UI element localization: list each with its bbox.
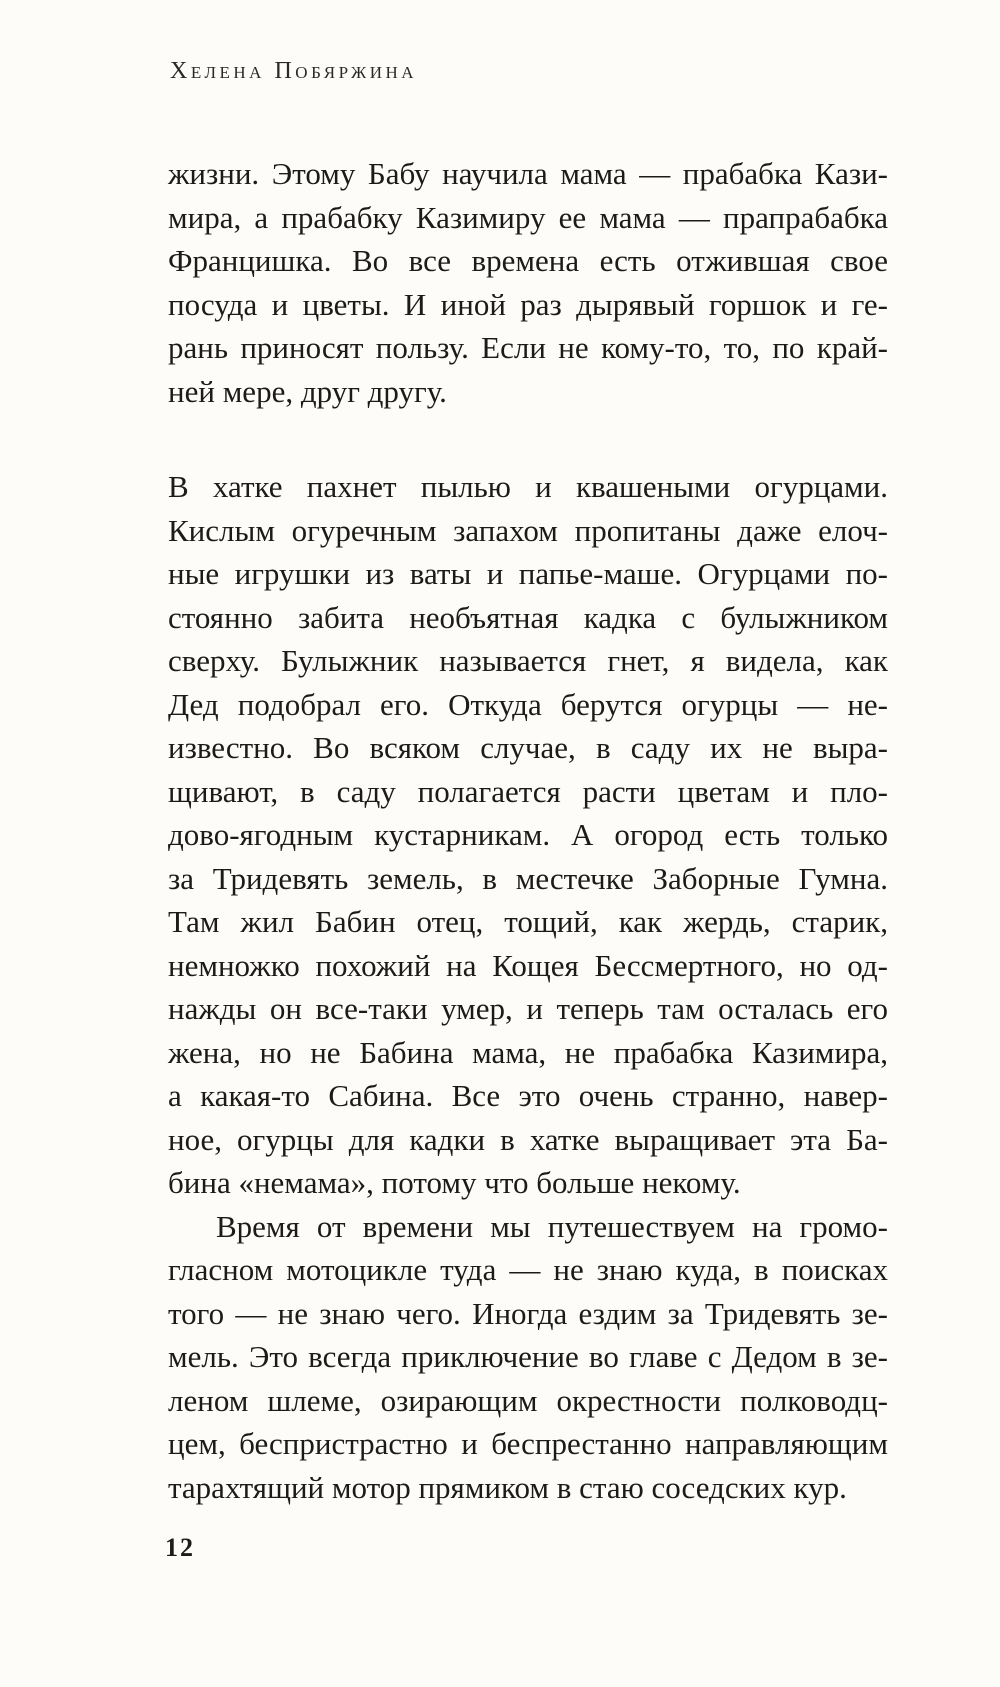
paragraphs-2-3 <box>168 465 888 1509</box>
text-line: жена, но не Бабина мама, не прабабка Казимира, <box>168 1034 888 1070</box>
text-line: посуда и цветы. И иной раз дырявый горшок и ге- <box>168 286 888 322</box>
text-line: Время от времени мы путешествуем на громо- <box>216 1208 888 1244</box>
text-line: щивают, в саду полагается расти цветам и пло- <box>168 773 888 809</box>
text-line: мира, а прабабку Казимиру ее мама — прапрабабка <box>168 199 888 235</box>
text-line: сверху. Булыжник называется гнет, я видела, как <box>168 643 888 678</box>
text-line: дово-ягодным кустарникам. А огород есть только <box>168 817 888 852</box>
text-line: того — не знаю чего. Иногда ездим за Тридевять зе- <box>168 1295 888 1331</box>
text-line: бина «немама», потому что больше некому. <box>168 1165 741 1200</box>
text-line: Дед подобрал его. Откуда берутся огурцы — не- <box>168 686 888 722</box>
text-line: жизни. Этому Бабу научила мама — прабабка Кази- <box>168 156 888 191</box>
text-line: Францишка. Во все времена есть отжившая свое <box>168 243 888 278</box>
paragraph-1 <box>168 152 888 413</box>
running-head: Хелена Побяржина <box>170 58 418 84</box>
text-line: за Тридевять земель, в местечке Заборные Гумна. <box>168 860 888 896</box>
text-line: Там жил Бабин отец, тощий, как жердь, старик, <box>168 904 888 939</box>
text-line: известно. Во всяком случае, в саду их не выра- <box>168 730 888 765</box>
page-number: 12 <box>165 1533 195 1562</box>
text-line: Кислым огуречным запахом пропитаны даже елоч- <box>168 512 888 548</box>
text-line: ное, огурцы для кадки в хатке выращивает эта Ба- <box>168 1121 888 1157</box>
text-line: В хатке пахнет пылью и квашеными огурцами. <box>168 469 888 504</box>
text-line: стоянно забита необъятная кадка с булыжником <box>168 599 888 635</box>
text-line: мель. Это всегда приключение во главе с Дедом в зе- <box>168 1339 888 1374</box>
text-line: гласном мотоцикле туда — не знаю куда, в поисках <box>168 1252 888 1287</box>
text-line: немножко похожий на Кощея Бессмертного, но од- <box>168 947 888 983</box>
text-line: а какая-то Сабина. Все это очень странно, навер- <box>168 1078 888 1113</box>
text-line: леном шлеме, озирающим окрестности полководц- <box>168 1382 888 1418</box>
text-line: ные игрушки из ваты и папье-маше. Огурцами по- <box>168 556 888 591</box>
text-line: рань приносят пользу. Если не кому-то, то, по край- <box>168 330 888 365</box>
text-line: цем, беспристрастно и беспрестанно направляющим <box>168 1426 888 1461</box>
text-line: ней мере, друг другу. <box>168 373 447 409</box>
text-line: нажды он все-таки умер, и теперь там осталась его <box>168 991 888 1026</box>
text-line: тарахтящий мотор прямиком в стаю соседских кур. <box>168 1469 847 1505</box>
